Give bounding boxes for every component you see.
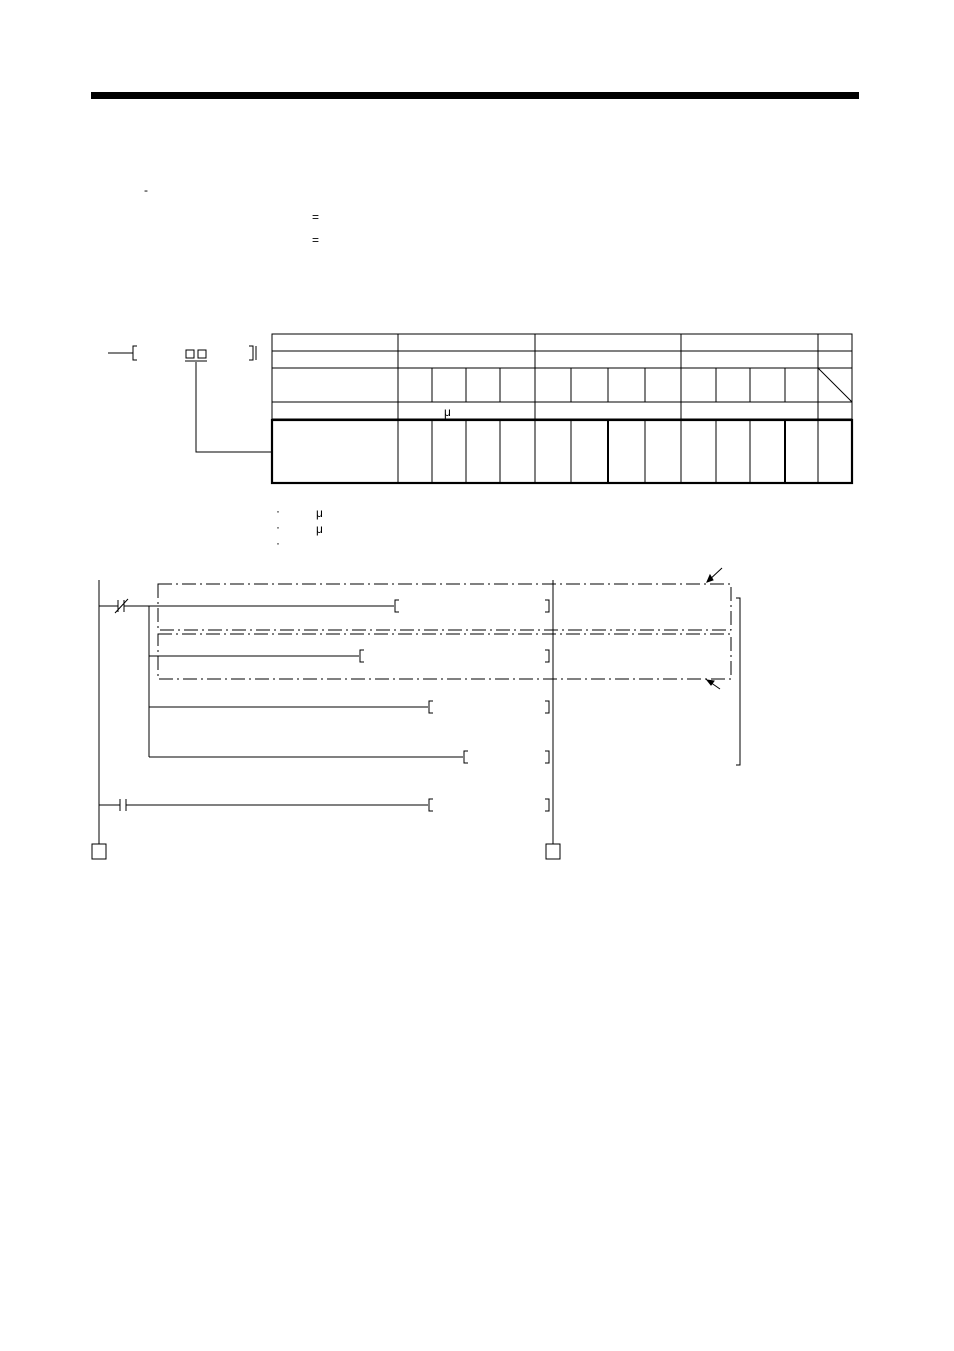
step-box [546, 844, 560, 859]
equals-sign: = [312, 233, 320, 247]
operand-square [198, 350, 206, 358]
ladder-diagram [92, 568, 740, 859]
micro-symbol: μ [316, 506, 323, 520]
note-bullet: · [276, 536, 280, 550]
note-bullet: · [276, 520, 280, 534]
diagonal-cell [818, 368, 852, 402]
equals-sign: = [312, 210, 320, 224]
bullet-dot: - [144, 183, 148, 197]
leader-line [196, 362, 271, 452]
processing-table [272, 334, 852, 483]
group-bracket [736, 598, 740, 765]
micro-symbol: μ [316, 522, 323, 536]
micro-symbol: μ [444, 405, 451, 419]
step-box [92, 844, 106, 859]
operand-square [186, 350, 194, 358]
instruction-symbol [108, 346, 271, 452]
note-bullet: · [276, 504, 280, 518]
dashdot-block-1 [158, 584, 731, 630]
